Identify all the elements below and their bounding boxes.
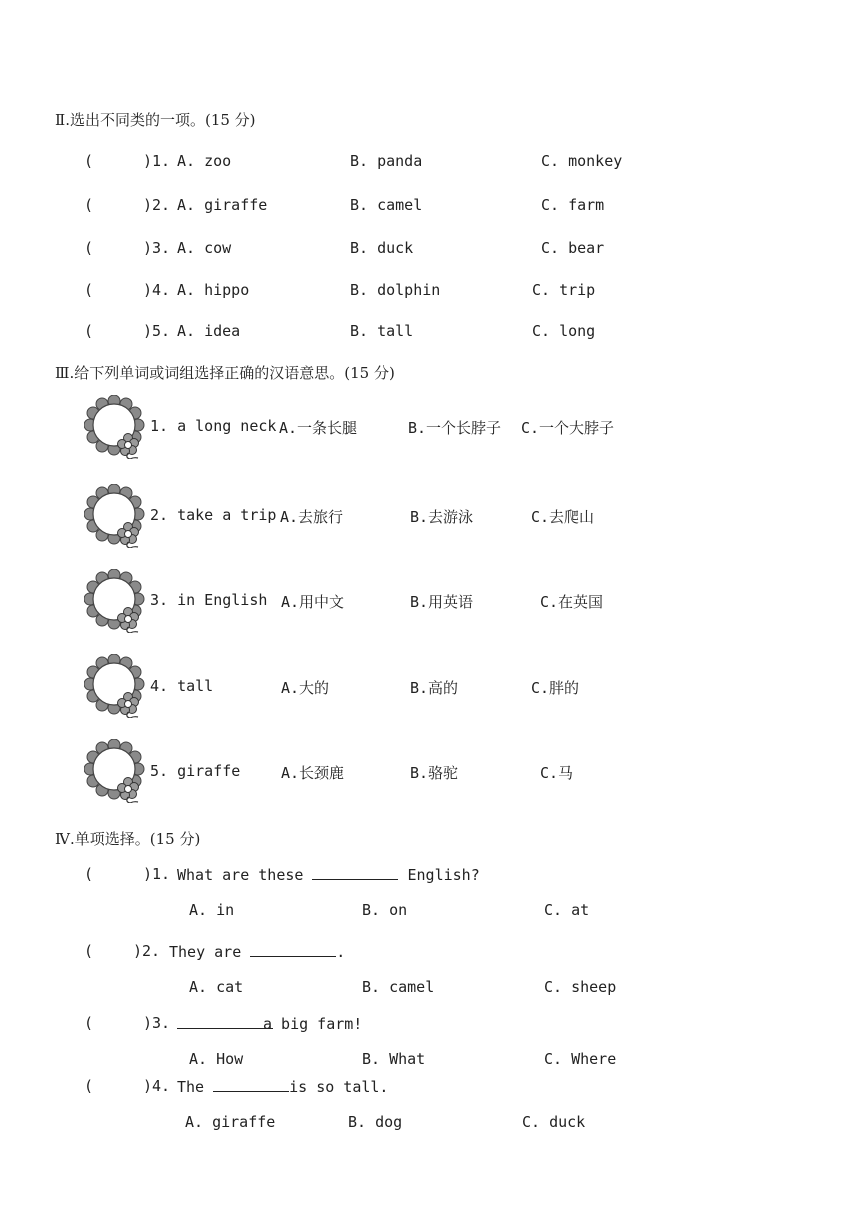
option-b: B. dog: [348, 1113, 403, 1131]
question-number: )5.: [143, 322, 171, 340]
question-text: [177, 1014, 362, 1033]
answer-bracket[interactable]: (: [84, 865, 94, 883]
answer-bracket[interactable]: (: [84, 152, 94, 170]
fill-in-blank[interactable]: [312, 865, 398, 880]
term: 5. giraffe: [150, 762, 241, 780]
option-c: C.马: [540, 764, 574, 782]
option-c: C. Where: [544, 1050, 617, 1068]
option-c: C. trip: [532, 281, 596, 299]
question-number: )1.: [143, 152, 171, 170]
section-2-title: Ⅱ.选出不同类的一项。(15 分): [55, 111, 256, 129]
answer-bracket[interactable]: (: [84, 239, 94, 257]
option-b: B. on: [362, 901, 408, 919]
question-text-before: They are: [169, 943, 242, 961]
answer-bracket[interactable]: (: [84, 196, 94, 214]
option-b: B. What: [362, 1050, 426, 1068]
answer-bracket[interactable]: (: [84, 322, 94, 340]
option-b: B.高的: [410, 679, 459, 697]
fill-in-blank[interactable]: [213, 1077, 289, 1092]
question-number: )3.: [143, 239, 171, 257]
question-text-after: .: [336, 943, 346, 961]
option-c: C. monkey: [541, 152, 623, 170]
option-a: A. zoo: [177, 152, 232, 170]
option-a: A. giraffe: [177, 196, 268, 214]
option-b: B. camel: [350, 196, 423, 214]
flower-answer-icon[interactable]: [84, 569, 148, 633]
option-a: A.长颈鹿: [281, 764, 345, 782]
option-c: C. bear: [541, 239, 605, 257]
fill-in-blank[interactable]: [250, 942, 336, 957]
option-c: C.去爬山: [531, 508, 595, 526]
fill-in-blank[interactable]: [177, 1014, 273, 1029]
option-a: A.去旅行: [280, 508, 344, 526]
option-b: B.骆驼: [410, 764, 459, 782]
question-number: )3.: [143, 1014, 171, 1032]
answer-bracket[interactable]: (: [84, 1077, 94, 1095]
question-text-before: The: [177, 1078, 205, 1096]
option-a: A. giraffe: [185, 1113, 276, 1131]
question-text-before: What are these: [177, 866, 304, 884]
question-text: [177, 865, 480, 884]
option-c: C.在英国: [540, 593, 604, 611]
term: 3. in English: [150, 591, 268, 609]
option-c: C. sheep: [544, 978, 617, 996]
question-text-after: a big farm!: [263, 1015, 363, 1033]
option-b: B. panda: [350, 152, 423, 170]
flower-answer-icon[interactable]: [84, 484, 148, 548]
option-a: A. in: [189, 901, 235, 919]
option-b: B. tall: [350, 322, 414, 340]
section-3-title: Ⅲ.给下列单词或词组选择正确的汉语意思。(15 分): [55, 364, 395, 382]
question-text-after: English?: [407, 866, 480, 884]
question-text: [177, 1077, 388, 1096]
section-4-title: Ⅳ.单项选择。(15 分): [55, 830, 201, 848]
option-b: B. dolphin: [350, 281, 441, 299]
option-b: B. duck: [350, 239, 414, 257]
option-a: A. cat: [189, 978, 244, 996]
question-number: )2.: [133, 942, 161, 960]
option-b: B.用英语: [410, 593, 474, 611]
option-c: C. long: [532, 322, 596, 340]
option-a: A.用中文: [281, 593, 345, 611]
option-a: A.大的: [281, 679, 330, 697]
answer-bracket[interactable]: (: [84, 281, 94, 299]
option-c: C. farm: [541, 196, 605, 214]
option-c: C.一个大脖子: [521, 419, 615, 437]
question-text-after: is so tall.: [289, 1078, 389, 1096]
flower-answer-icon[interactable]: [84, 739, 148, 803]
option-b: B.去游泳: [410, 508, 474, 526]
question-number: )2.: [143, 196, 171, 214]
answer-bracket[interactable]: (: [84, 1014, 94, 1032]
question-number: )1.: [143, 865, 171, 883]
option-a: A. idea: [177, 322, 241, 340]
option-c: C.胖的: [531, 679, 580, 697]
option-a: A.一条长腿: [279, 419, 358, 437]
term: 1. a long neck: [150, 417, 277, 435]
term: 2. take a trip: [150, 506, 277, 524]
flower-answer-icon[interactable]: [84, 395, 148, 459]
question-text: [169, 942, 345, 961]
question-number: )4.: [143, 1077, 171, 1095]
answer-bracket[interactable]: (: [84, 942, 94, 960]
flower-answer-icon[interactable]: [84, 654, 148, 718]
option-c: C. at: [544, 901, 590, 919]
option-a: A. How: [189, 1050, 244, 1068]
option-b: B.一个长脖子: [408, 419, 502, 437]
term: 4. tall: [150, 677, 214, 695]
option-b: B. camel: [362, 978, 435, 996]
option-a: A. hippo: [177, 281, 250, 299]
option-a: A. cow: [177, 239, 232, 257]
option-c: C. duck: [522, 1113, 586, 1131]
question-number: )4.: [143, 281, 171, 299]
